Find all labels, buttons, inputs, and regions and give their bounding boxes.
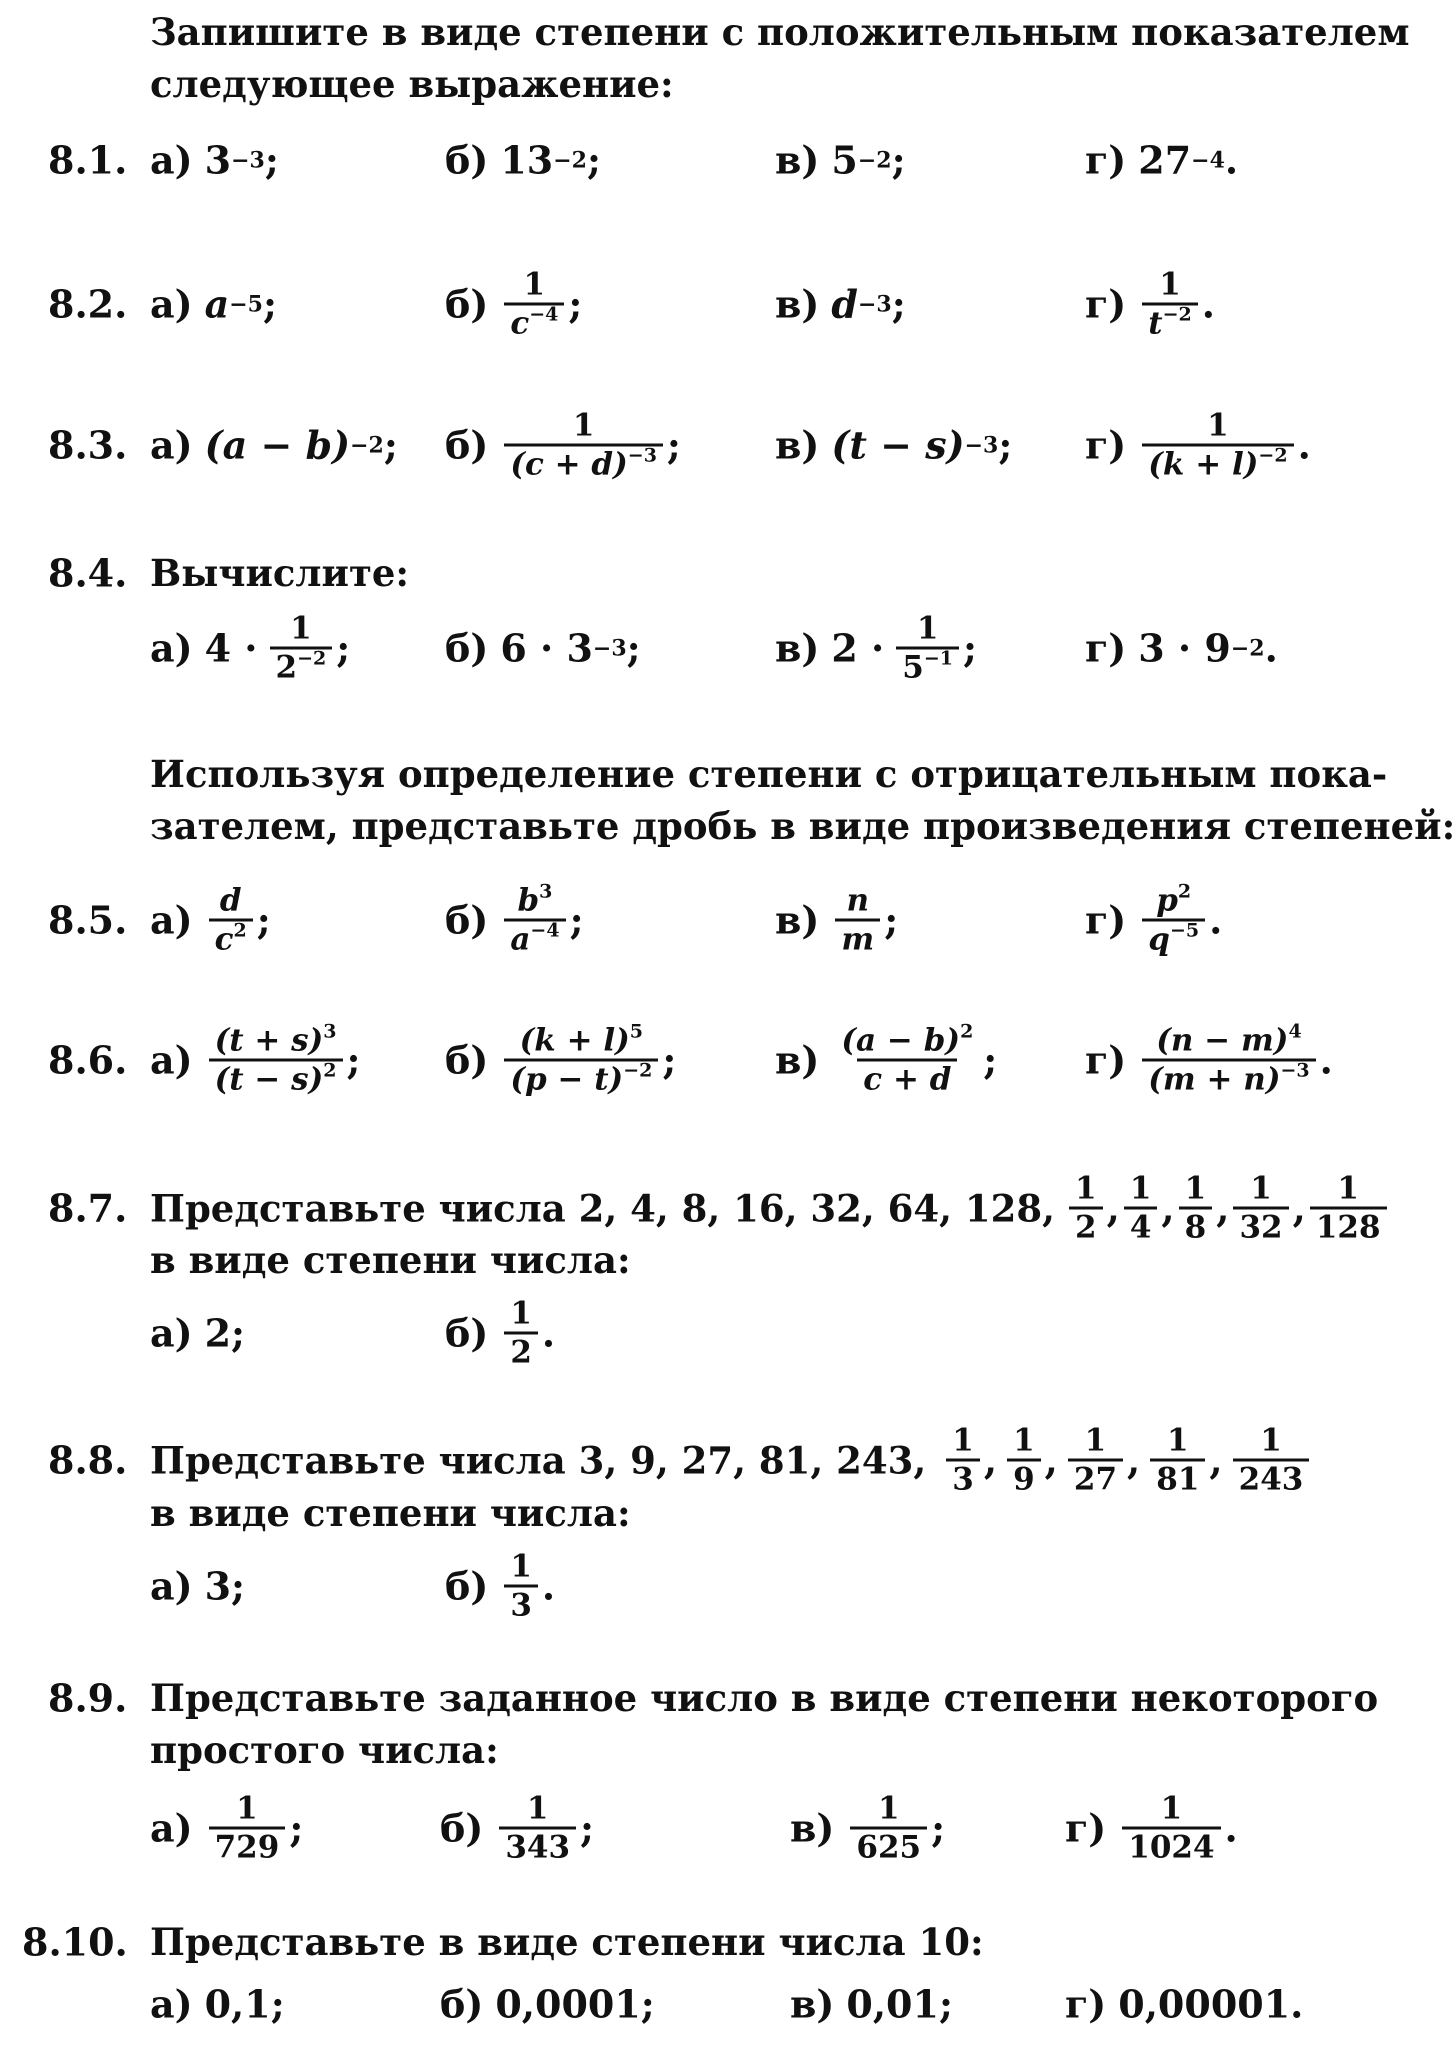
- item-a: а) a −5 ;: [150, 281, 278, 327]
- exercise-number: 8.2.: [48, 281, 128, 327]
- intro-2-line-2: зателем, представьте дробь в виде произведения степеней:: [150, 804, 1455, 848]
- fraction: $\frac{1}{625}$: [850, 1791, 927, 1866]
- item-a: а) 4 · $\frac{1}{2^{-2}}$ ;: [150, 610, 351, 686]
- item-d: г) 27 −4 .: [1085, 137, 1239, 183]
- item-a: а) $\frac{d}{c^2}$ ;: [150, 882, 271, 958]
- exercise-8-9-line-2: простого числа:: [150, 1728, 499, 1772]
- exercise-8-4-title-row: [0, 550, 1365, 596]
- fraction: $\frac{1}{t^{-2}}$: [1142, 267, 1197, 342]
- item-c: в) (t − s) −3 ;: [775, 422, 1013, 468]
- fraction: $\frac{n}{m}$: [835, 883, 880, 958]
- fraction: $\frac{1}{9}$: [1007, 1423, 1041, 1498]
- exercise-text-line-1: Представьте заданное число в виде степени некоторого: [150, 1676, 1379, 1720]
- exercise-title: Вычислите:: [150, 551, 410, 595]
- fraction: $\frac{1}{343}$: [499, 1791, 576, 1866]
- fraction: $\frac{1}{3}$: [946, 1423, 980, 1498]
- intro-1-line-2: следующее выражение:: [150, 62, 674, 106]
- fraction: $\frac{1}{243}$: [1233, 1423, 1310, 1498]
- exercise-8-3: [0, 407, 1365, 483]
- item-c: в) 2 · $\frac{1}{5^{-1}}$ ;: [775, 610, 978, 686]
- exercise-number: 8.6.: [48, 1037, 128, 1083]
- item-b: б) 13 −2 ;: [445, 137, 601, 183]
- fraction: $\frac{1}{8}$: [1179, 1171, 1213, 1246]
- fraction: $\frac{1}{2}$: [1069, 1171, 1103, 1246]
- fraction: $\frac{1}{(k + l)^{-2}}$: [1142, 408, 1293, 483]
- intro-2-line-1: Используя определение степени с отрицательным пока-: [150, 752, 1388, 796]
- item-b: б) 6 · 3 −3 ;: [445, 625, 641, 671]
- item-a: а) $\frac{(t + s)^3}{(t - s)^2}$ ;: [150, 1020, 361, 1098]
- intro-text-2: [150, 748, 1455, 852]
- exercise-number: 8.9.: [48, 1675, 128, 1721]
- item-d: г) $\frac{1}{t^{-2}}$ .: [1085, 266, 1215, 342]
- item-c: в) $\frac{(a - b)^2}{c + d}$ ;: [775, 1020, 998, 1098]
- item-a: а) 0,1;: [150, 1981, 285, 2027]
- fraction: $\frac{1}{1024}$: [1122, 1791, 1220, 1866]
- exercise-title: Представьте в виде степени числа 10:: [150, 1920, 984, 1964]
- item-c: в) 0,01;: [790, 1981, 953, 2027]
- fraction: $\frac{1}{c^{-4}}$: [504, 267, 564, 342]
- item-a: а) 3 −3 ;: [150, 137, 279, 183]
- exercise-text: Представьте числа 2, 4, 8, 16, 32, 64, 128, $\frac{1}{2}$ , $\frac{1}{4}$ , $\frac{1}{8}$ , $\frac{1}{32}$ , $\frac{1}{128}$: [150, 1171, 1391, 1246]
- exercise-number: 8.3.: [48, 422, 128, 468]
- item-a: а) $\frac{1}{729}$ ;: [150, 1790, 304, 1866]
- exercise-number: 8.5.: [48, 897, 128, 943]
- exercise-number: 8.1.: [48, 137, 128, 183]
- fraction: $\frac{1}{27}$: [1068, 1423, 1123, 1498]
- exercise-number: 8.7.: [48, 1185, 128, 1231]
- fraction: $\frac{1}{3}$: [504, 1549, 538, 1624]
- item-c: в) 5 −2 ;: [775, 137, 906, 183]
- exercise-8-9-items: [0, 1790, 1365, 1866]
- fraction: $\frac{1}{5^{-1}}$: [896, 611, 959, 686]
- fraction: $\frac{1}{32}$: [1233, 1171, 1288, 1246]
- item-c: в) d −3 ;: [775, 281, 906, 327]
- fraction: $\frac{1}{128}$: [1310, 1171, 1387, 1246]
- fraction: $\frac{(t + s)^3}{(t - s)^2}$: [209, 1023, 343, 1098]
- item-b: б) $\frac{(k + l)^5}{(p - t)^{-2}}$ ;: [445, 1020, 677, 1098]
- fraction: $\frac{p^2}{q^{-5}}$: [1142, 883, 1205, 958]
- exercise-8-1: [0, 137, 1365, 183]
- exercise-8-5: [0, 880, 1365, 958]
- item-b: б) $\frac{1}{2}$ .: [445, 1295, 556, 1371]
- fraction: $\frac{1}{4}$: [1124, 1171, 1158, 1246]
- intro-1-line-1: Запишите в виде степени с положительным показателем: [150, 10, 1410, 54]
- exercise-8-10: [0, 1919, 1365, 1965]
- fraction: $\frac{d}{c^2}$: [209, 883, 253, 958]
- item-a: а) 3;: [150, 1563, 246, 1609]
- fraction: $\frac{b^3}{a^{-4}}$: [504, 883, 565, 958]
- item-a: а) 2;: [150, 1310, 246, 1356]
- item-d: г) 0,00001.: [1065, 1981, 1304, 2027]
- item-b: б) $\frac{1}{(c + d)^{-3}}$ ;: [445, 407, 681, 483]
- item-b: б) $\frac{1}{c^{-4}}$ ;: [445, 266, 583, 342]
- exercise-8-10-items: [0, 1981, 1365, 2027]
- exercise-8-6: [0, 1020, 1365, 1098]
- exercise-8-8-items: [0, 1548, 1365, 1624]
- exercise-8-4: [0, 610, 1365, 686]
- fraction: $\frac{1}{(c + d)^{-3}}$: [504, 408, 663, 483]
- item-c: в) $\frac{1}{625}$ ;: [790, 1790, 946, 1866]
- item-d: г) 3 · 9 −2 .: [1085, 625, 1278, 671]
- item-d: г) $\frac{(n - m)^4}{(m + n)^{-3}}$ .: [1085, 1020, 1333, 1098]
- exercise-8-8-line-2: в виде степени числа:: [150, 1491, 631, 1535]
- fraction: $\frac{1}{2^{-2}}$: [270, 611, 333, 686]
- intro-text-1: [150, 6, 1409, 110]
- fraction: $\frac{(k + l)^5}{(p - t)^{-2}}$: [504, 1023, 658, 1098]
- item-b: б) $\frac{1}{3}$ .: [445, 1548, 556, 1624]
- exercise-8-7-line-2: в виде степени числа:: [150, 1238, 631, 1282]
- item-b: б) $\frac{1}{343}$ ;: [440, 1790, 595, 1866]
- exercise-8-7: [0, 1170, 1381, 1246]
- fraction: $\frac{(a - b)^2}{c + d}$: [841, 1020, 974, 1098]
- exercise-8-9: [0, 1675, 1379, 1721]
- exercise-8-7-items: [0, 1295, 1365, 1371]
- exercise-8-2: [0, 266, 1365, 342]
- item-d: г) $\frac{p^2}{q^{-5}}$ .: [1085, 880, 1223, 958]
- exercise-number: 8.8.: [48, 1437, 128, 1483]
- item-d: г) $\frac{1}{1024}$ .: [1065, 1790, 1238, 1866]
- exercise-8-8: [0, 1422, 1365, 1498]
- item-a: а) (a − b) −2 ;: [150, 422, 398, 468]
- fraction: $\frac{1}{729}$: [209, 1791, 286, 1866]
- exercise-number: 8.4.: [48, 550, 128, 596]
- fraction: $\frac{(n - m)^4}{(m + n)^{-3}}$: [1142, 1023, 1315, 1098]
- fraction: $\frac{1}{2}$: [504, 1296, 538, 1371]
- item-d: г) $\frac{1}{(k + l)^{-2}}$ .: [1085, 407, 1311, 483]
- exercise-number: 8.10.: [22, 1919, 128, 1965]
- item-c: в) $\frac{n}{m}$ ;: [775, 882, 899, 958]
- item-b: б) $\frac{b^3}{a^{-4}}$ ;: [445, 880, 584, 958]
- fraction: $\frac{1}{81}$: [1150, 1423, 1205, 1498]
- exercise-text: Представьте числа 3, 9, 27, 81, 243, $\frac{1}{3}$ , $\frac{1}{9}$ , $\frac{1}{27}$ , $\frac{1}{81}$ , $\frac{1}{243}$: [150, 1423, 1313, 1498]
- item-b: б) 0,0001;: [440, 1981, 655, 2027]
